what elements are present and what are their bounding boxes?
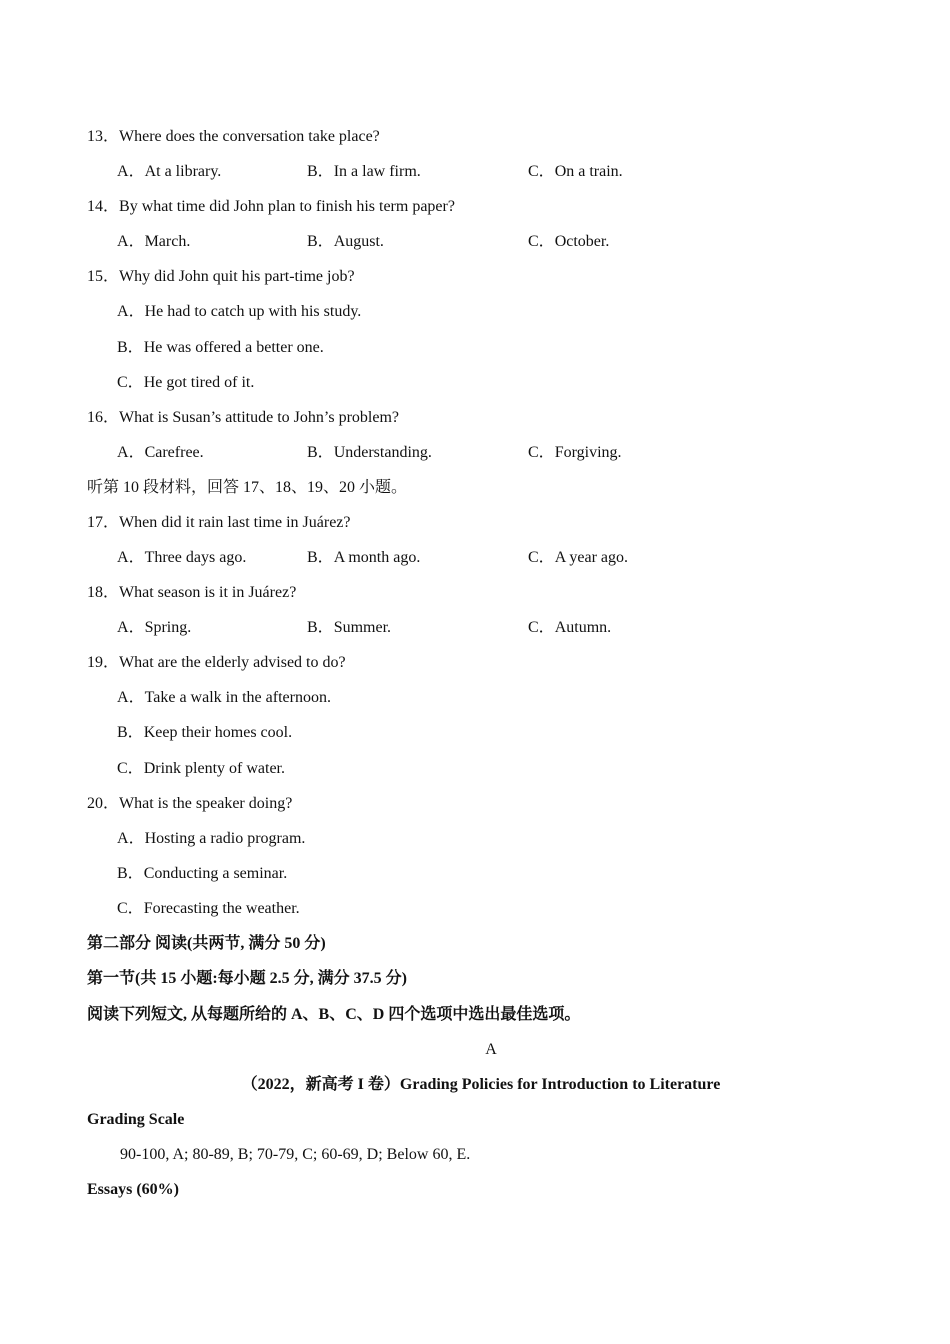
option-18-a: A．Spring. <box>117 619 192 636</box>
question-18: 18．What season is it in Juárez? <box>87 584 297 601</box>
option-15-a: A．He had to catch up with his study. <box>117 303 362 320</box>
option-16-a: A．Carefree. <box>117 444 204 461</box>
option-17-c: C．A year ago. <box>528 549 628 566</box>
option-18-b: B．Summer. <box>307 619 392 636</box>
question-19: 19．What are the elderly advised to do? <box>87 654 346 671</box>
option-13-a: A．At a library. <box>117 163 222 180</box>
essays-heading: Essays (60%) <box>87 1181 180 1198</box>
grading-scale-heading: Grading Scale <box>87 1111 185 1128</box>
reading-instruction: 阅读下列短文, 从每题所给的 A、B、C、D 四个选项中选出最佳选项。 <box>87 1006 581 1023</box>
option-14-a: A．March. <box>117 233 191 250</box>
section-1-heading: 第一节(共 15 小题:每小题 2.5 分, 满分 37.5 分) <box>87 970 407 987</box>
option-19-c: C．Drink plenty of water. <box>117 760 285 777</box>
option-13-c: C．On a train. <box>528 163 623 180</box>
question-17: 17．When did it rain last time in Juárez? <box>87 514 351 531</box>
option-19-b: B．Keep their homes cool. <box>117 724 293 741</box>
option-20-a: A．Hosting a radio program. <box>117 830 306 847</box>
option-17-b: B．A month ago. <box>307 549 421 566</box>
option-15-c: C．He got tired of it. <box>117 374 255 391</box>
option-17-a: A．Three days ago. <box>117 549 247 566</box>
passage-letter: A <box>485 1041 497 1058</box>
option-18-c: C．Autumn. <box>528 619 612 636</box>
option-15-b: B．He was offered a better one. <box>117 339 324 356</box>
question-15: 15．Why did John quit his part-time job? <box>87 268 355 285</box>
option-16-c: C．Forgiving. <box>528 444 622 461</box>
option-19-a: A．Take a walk in the afternoon. <box>117 689 331 706</box>
question-13: 13．Where does the conversation take place? <box>87 128 380 145</box>
question-14: 14．By what time did John plan to finish his term paper? <box>87 198 455 215</box>
question-20: 20．What is the speaker doing? <box>87 795 293 812</box>
grading-scale-text: 90-100, A; 80-89, B; 70-79, C; 60-69, D; Below 60, E. <box>120 1146 471 1163</box>
part-2-heading: 第二部分 阅读(共两节, 满分 50 分) <box>87 935 326 952</box>
option-14-b: B．August. <box>307 233 384 250</box>
option-14-c: C．October. <box>528 233 610 250</box>
option-16-b: B．Understanding. <box>307 444 432 461</box>
passage-title: （2022，新高考 I 卷）Grading Policies for Introduction to Literature <box>241 1076 721 1093</box>
option-13-b: B．In a law firm. <box>307 163 421 180</box>
section-10-instruction: 听第 10 段材料，回答 17、18、19、20 小题。 <box>87 479 408 496</box>
option-20-b: B．Conducting a seminar. <box>117 865 288 882</box>
question-16: 16．What is Susan’s attitude to John’s problem? <box>87 409 399 426</box>
option-20-c: C．Forecasting the weather. <box>117 900 300 917</box>
